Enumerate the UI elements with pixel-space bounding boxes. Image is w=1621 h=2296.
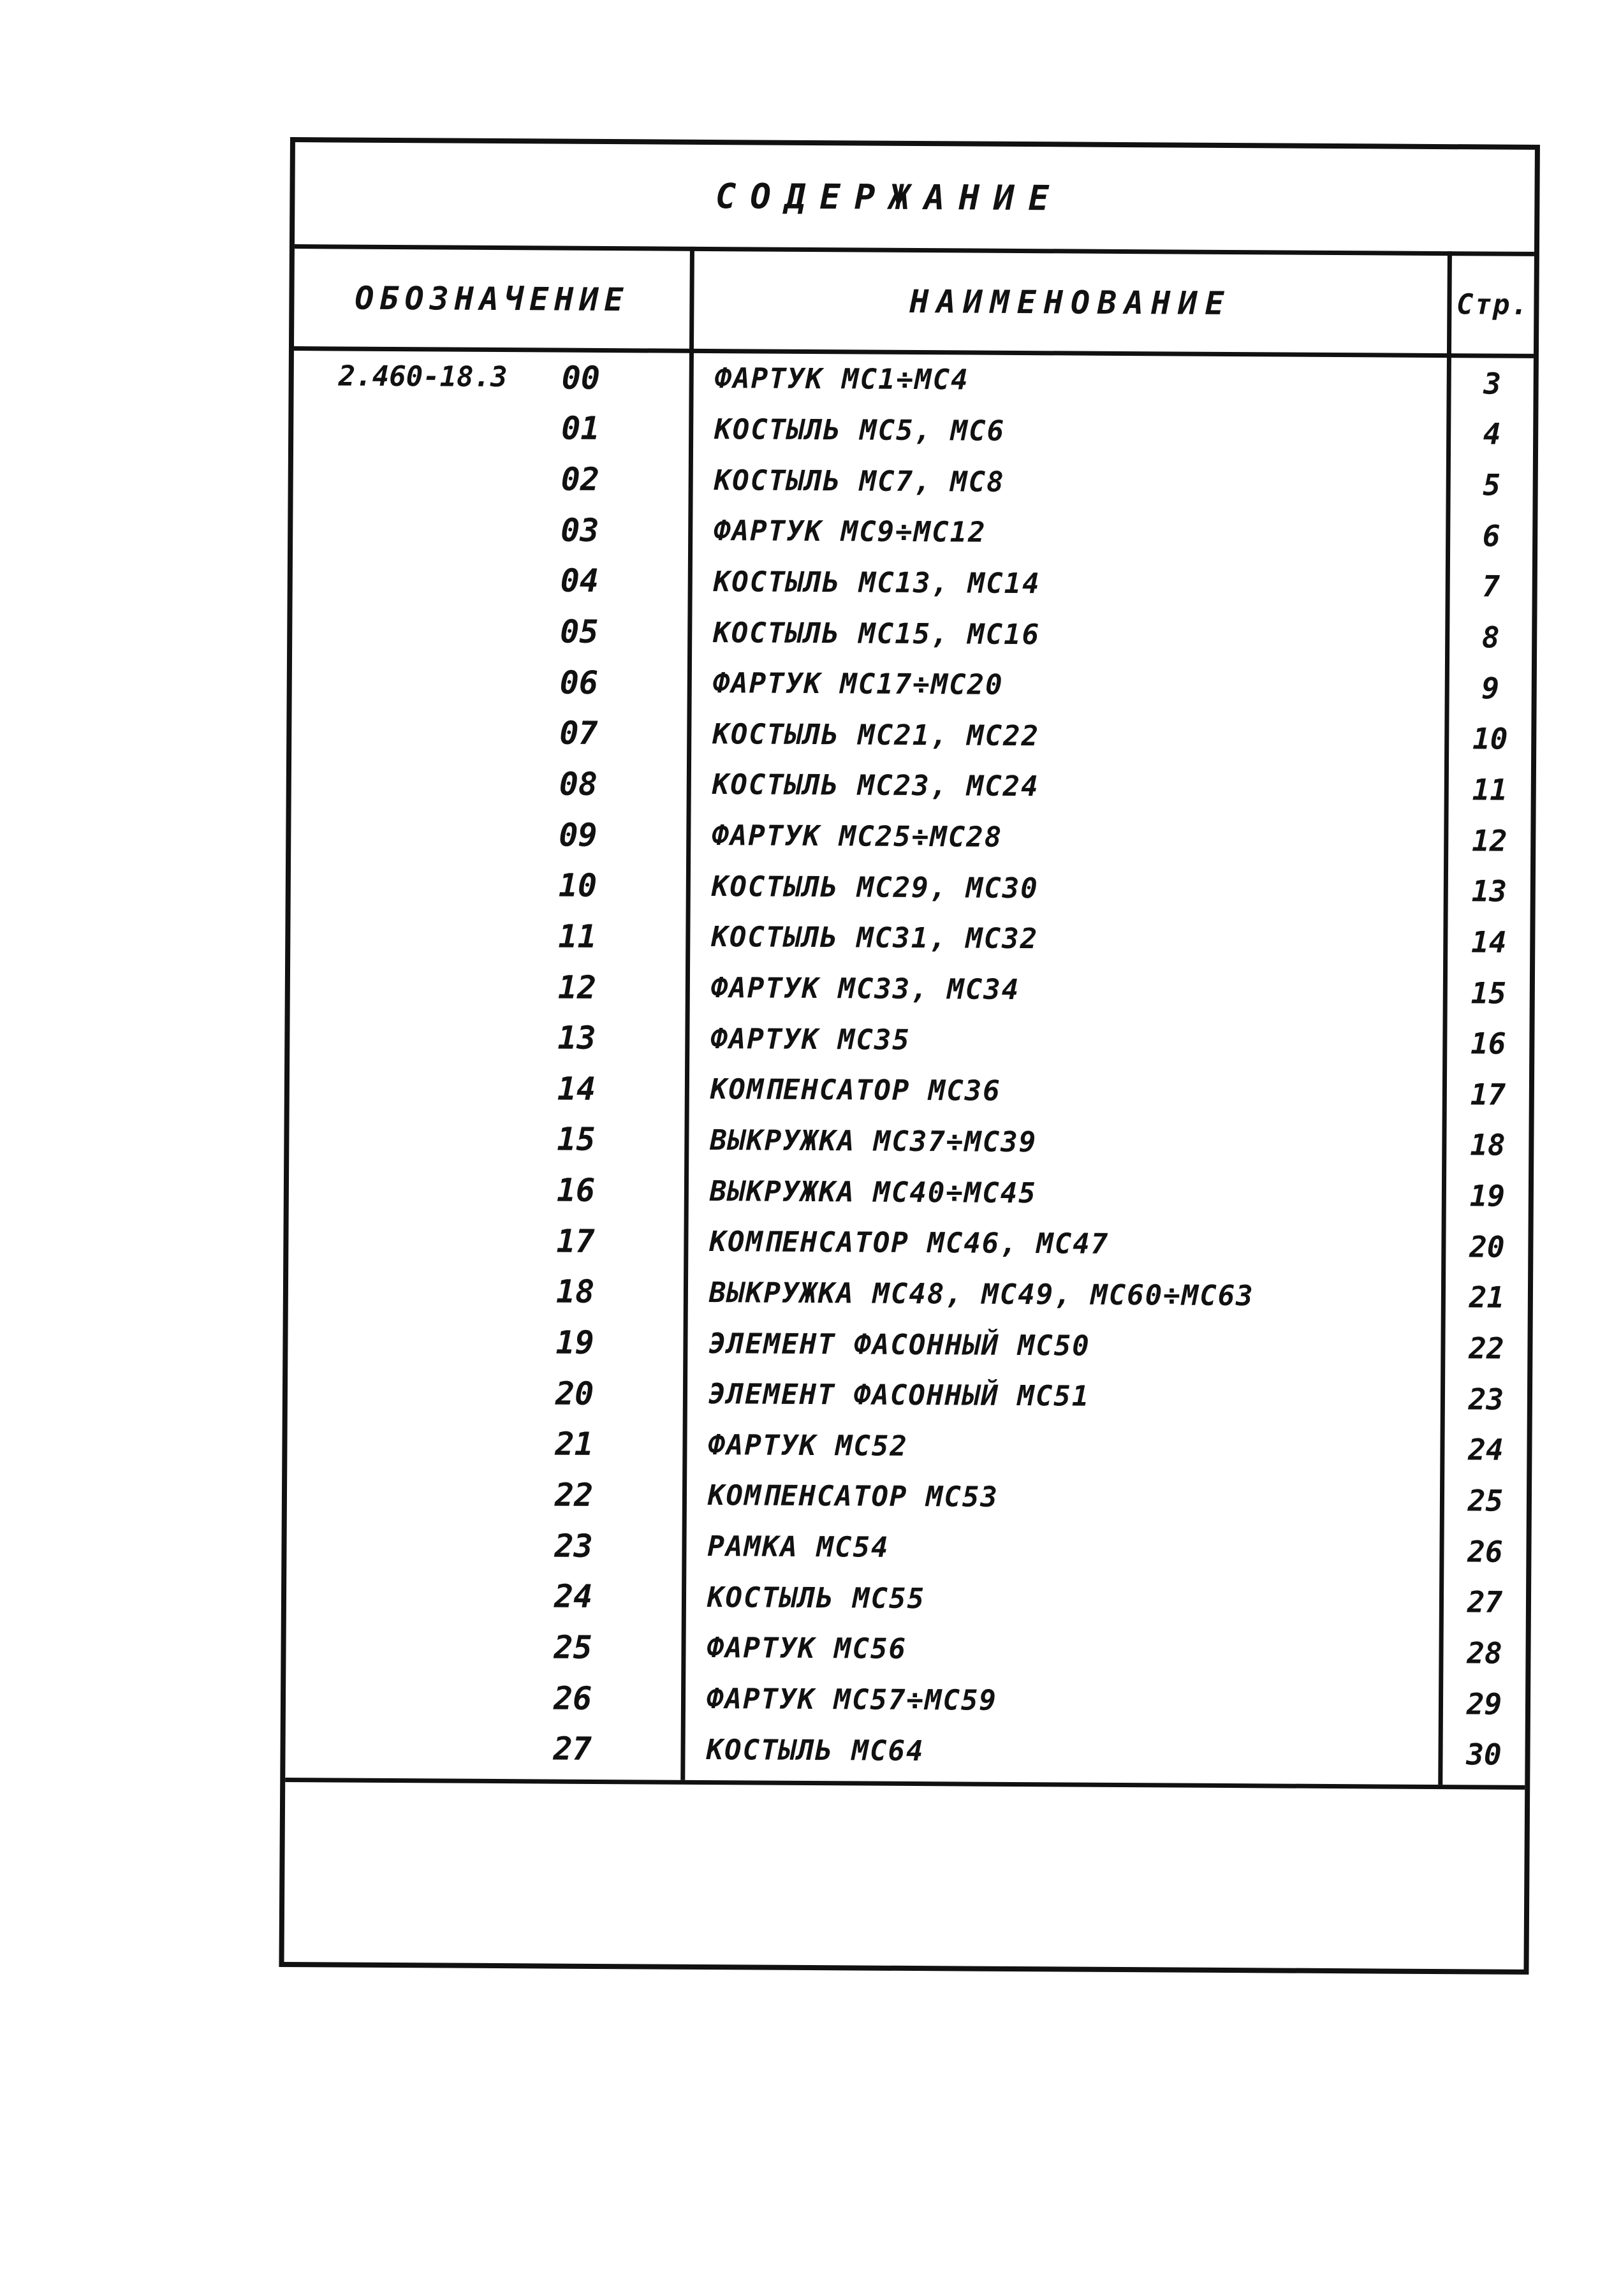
row-number: 09 [559,816,598,854]
row-name: ФАРТУК МС35 [710,1022,911,1057]
header-name: НАИМЕНОВАНИЕ [909,282,1232,322]
row-page: 5 [1483,467,1501,502]
table-row [293,402,1533,460]
row-name: КОСТЫЛЬ МС7, МС8 [714,464,1005,499]
table-row [288,1265,1528,1324]
row-name: КОСТЫЛЬ МС5, МС6 [714,413,1006,448]
row-page: 13 [1471,874,1507,909]
table-row [292,655,1532,714]
row-page: 20 [1469,1229,1505,1264]
row-number: 17 [556,1222,595,1260]
row-page: 8 [1481,620,1500,655]
row-name: ФАРТУК МС17÷МС20 [712,667,1004,702]
header-designation: ОБОЗНАЧЕНИЕ [355,279,629,318]
row-number: 22 [554,1476,594,1514]
table-row [289,1163,1529,1222]
row-number: 04 [560,562,599,600]
row-page: 10 [1472,721,1508,756]
row-number: 23 [554,1527,593,1565]
table-row [293,554,1532,613]
row-page: 6 [1482,518,1500,553]
row-page: 24 [1468,1432,1504,1467]
row-name: КОСТЫЛЬ МС29, МС30 [711,870,1039,905]
row-page: 28 [1467,1635,1502,1671]
row-base-code: 2.460-18.3 [338,360,508,394]
row-number: 03 [561,511,599,549]
table-row [289,1113,1529,1171]
row-number: 25 [554,1628,592,1666]
row-page: 23 [1468,1381,1504,1417]
row-name: ВЫКРУЖКА МС40÷МС45 [709,1174,1037,1210]
row-number: 05 [560,613,599,650]
row-name: КОСТЫЛЬ МС31, МС32 [711,921,1039,956]
row-page: 9 [1481,671,1500,706]
table-row [293,351,1533,409]
row-page: 4 [1483,416,1501,452]
row-page: 3 [1483,366,1502,401]
row-name: ЭЛЕМЕНТ ФАСОННЫЙ МС51 [708,1378,1090,1413]
row-number: 19 [555,1324,594,1361]
row-page: 21 [1469,1280,1505,1315]
table-row [291,808,1530,866]
row-number: 11 [558,918,597,955]
row-name: ФАРТУК МС25÷МС28 [712,819,1003,854]
row-name: РАМКА МС54 [707,1530,890,1564]
row-name: КОСТЫЛЬ МС64 [706,1733,925,1767]
table-body [285,351,1534,1780]
table-header-row [294,249,1534,358]
table-row [293,503,1532,562]
row-page: 30 [1466,1737,1502,1772]
table-row [290,1011,1529,1069]
row-name: КОСТЫЛЬ МС13, МС14 [713,565,1041,601]
row-number: 14 [557,1070,596,1108]
table-row [286,1620,1525,1679]
table-row [293,452,1532,511]
row-page: 15 [1471,975,1507,1011]
row-name: КОСТЫЛЬ МС21, МС22 [712,717,1040,753]
table-row [292,604,1532,663]
table-row [286,1671,1525,1730]
row-number: 27 [553,1730,592,1768]
row-number: 01 [561,410,600,448]
row-name: ФАРТУК МС52 [708,1428,909,1463]
row-number: 26 [553,1679,592,1717]
row-name: ФАРТУК МС9÷МС12 [714,515,987,549]
header-page: Стр. [1456,288,1530,321]
table-row [291,757,1531,815]
row-name: ВЫКРУЖКА МС37÷МС39 [710,1124,1038,1159]
row-number: 06 [559,664,599,701]
row-name: КОСТЫЛЬ МС15, МС16 [713,616,1041,651]
title-bar [295,142,1535,256]
row-name: КОСТЫЛЬ МС23, МС24 [712,768,1039,803]
table-row [286,1519,1526,1577]
row-page: 12 [1471,823,1507,858]
row-number: 13 [557,1019,596,1057]
row-number: 15 [557,1121,596,1159]
table-row [290,909,1530,968]
table-row [288,1214,1528,1273]
row-number: 10 [558,866,598,905]
table-row [291,858,1530,917]
row-page: 19 [1469,1178,1506,1213]
row-number: 18 [555,1273,595,1311]
row-name: ФАРТУК МС57÷МС59 [706,1683,998,1717]
row-number: 12 [557,969,597,1006]
row-page: 26 [1467,1533,1503,1569]
row-page: 25 [1467,1483,1504,1518]
row-page: 14 [1471,925,1507,960]
row-number: 02 [561,460,600,499]
row-name: КОМПЕНСАТОР МС53 [707,1479,999,1514]
page-title: СОДЕРЖАНИЕ [715,175,1064,218]
table-row [285,1722,1525,1780]
row-name: КОСТЫЛЬ МС55 [707,1581,926,1615]
table-row [290,1062,1529,1120]
row-number: 16 [556,1171,596,1210]
table-row [287,1417,1527,1476]
table-row [291,706,1531,765]
row-name: ФАРТУК МС33, МС34 [710,972,1020,1007]
table-row [288,1315,1527,1374]
row-number: 00 [561,359,601,397]
row-page: 16 [1470,1026,1506,1061]
table-row [286,1569,1526,1628]
row-page: 27 [1467,1584,1503,1620]
row-number: 21 [555,1425,594,1463]
table-row [287,1468,1527,1526]
table-row [290,960,1530,1019]
row-number: 08 [559,765,598,803]
footer-divider [285,1778,1525,1790]
row-page: 18 [1470,1127,1506,1163]
table-row [288,1366,1527,1425]
row-page: 11 [1472,772,1508,807]
row-name: ВЫКРУЖКА МС48, МС49, МС60÷МС63 [708,1276,1254,1313]
contents-table-frame [279,137,1539,1975]
row-name: ЭЛЕМЕНТ ФАСОННЫЙ МС50 [708,1327,1090,1363]
row-number: 24 [554,1577,593,1616]
row-name: КОМПЕНСАТОР МС46, МС47 [709,1225,1110,1261]
row-number: 20 [555,1375,594,1412]
row-page: 29 [1466,1686,1502,1722]
row-name: ФАРТУК МС1÷МС4 [714,362,969,397]
row-page: 22 [1469,1331,1504,1366]
row-name: ФАРТУК МС56 [707,1632,907,1666]
row-page: 7 [1482,569,1500,604]
row-page: 17 [1470,1077,1506,1112]
row-name: КОМПЕНСАТОР МС36 [710,1073,1001,1108]
row-number: 07 [559,714,598,752]
